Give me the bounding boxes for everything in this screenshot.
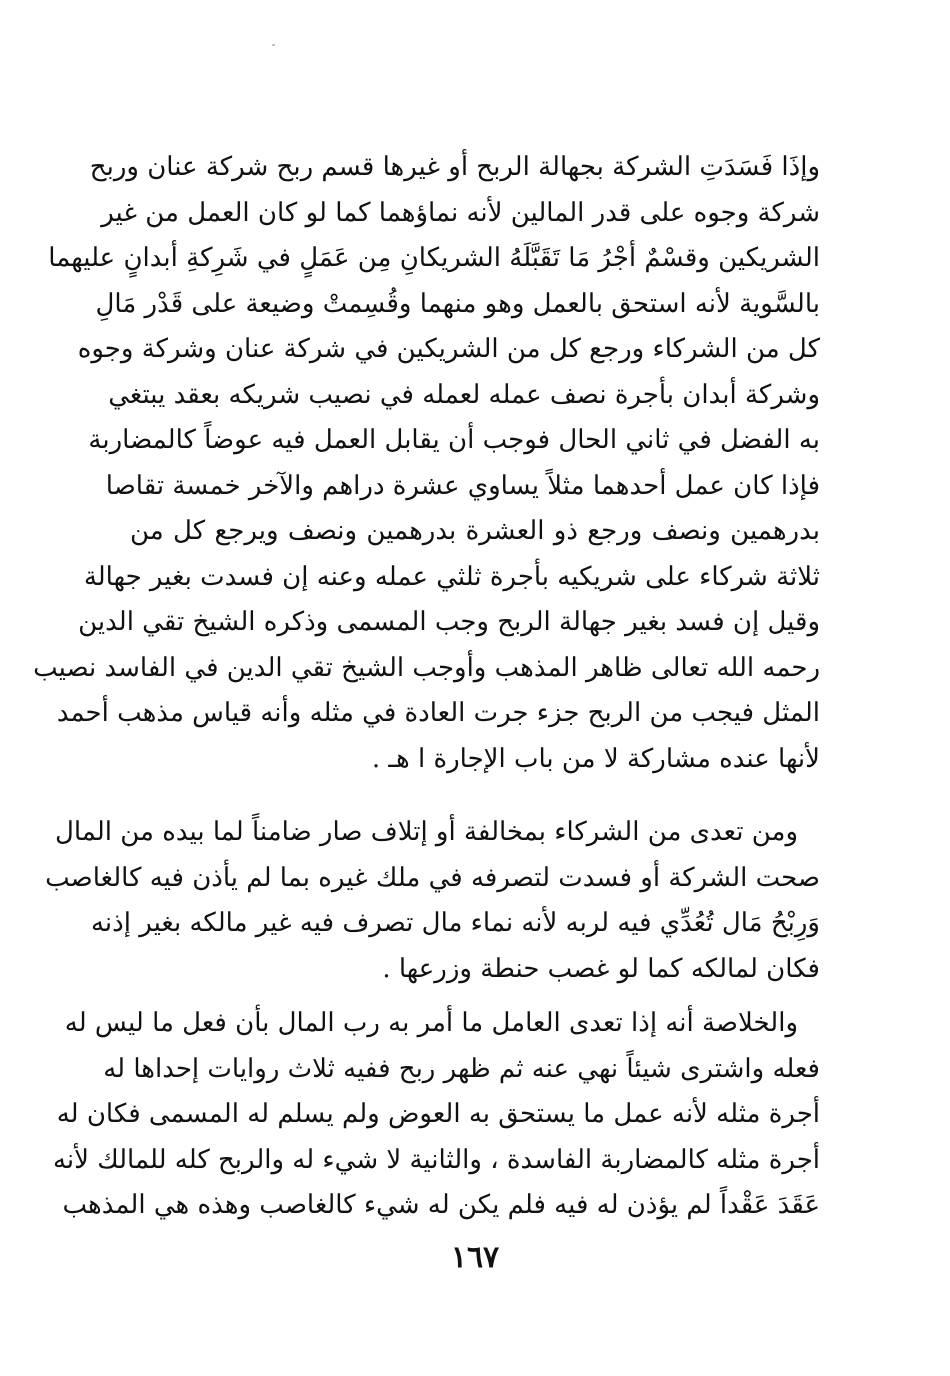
text-line: صحت الشركة أو فسدت لتصرفه في ملك غيره بما لم يأذن فيه كالغاصب xyxy=(45,862,820,893)
text-line: رحمه الله تعالى ظاهر المذهب وأوجب الشيخ تقي الدين في الفاسد نصيب xyxy=(33,652,820,683)
text-line: وقيل إن فسد بغير جهالة الربح وجب المسمى وذكره الشيخ تقي الدين xyxy=(78,607,820,637)
text-line: فإذا كان عمل أحدهما مثلاً يساوي عشرة دراهم والآخر خمسة تقاصا xyxy=(105,470,820,501)
text-line: ثلاثة شركاء على شريكيه بأجرة ثلثي عمله وعنه إن فسدت بغير جهالة xyxy=(83,561,820,592)
text-line: المثل فيجب من الربح جزء جرت العادة في مثله وأنه قياس مذهب أحمد xyxy=(56,698,820,728)
text-line: شركة وجوه على قدر المالين لأنه نماؤهما كما لو كان العمل من غير xyxy=(101,197,820,228)
text-line: به الفضل في ثاني الحال فوجب أن يقابل العمل فيه عوضاً كالمضاربة xyxy=(88,425,820,455)
text-line: فعله واشترى شيئاً نهي عنه ثم ظهر ربح ففيه ثلاث روايات إحداها له xyxy=(103,1053,820,1084)
text-line: الشريكين وقسْمٌ أجْرُ مَا تَقَبَّلَهُ الشريكانِ مِن عَمَلٍ في شَرِكةِ أبدانٍ عليهما xyxy=(48,243,820,273)
paragraph-1 xyxy=(33,145,820,782)
text-line: ومن تعدى من الشركاء بمخالفة أو إتلاف صار ضامناً لما بيده من المال xyxy=(54,817,798,847)
text-line: عَقَدَ عَقْداً لم يؤذن له فيه فلم يكن له شيء كالغاصب وهذه هي المذهب xyxy=(62,1190,820,1220)
text-line: فكان لمالكه كما لو غصب حنطة وزرعها . xyxy=(382,953,820,984)
text-line: بدرهمين ونصف ورجع ذو العشرة بدرهمين ونصف ويرجع كل من xyxy=(130,516,820,546)
text-line: والخلاصة أنه إذا تعدى العامل ما أمر به رب المال بأن فعل ما ليس له xyxy=(64,1008,798,1038)
text-line: أجرة مثله لأنه عمل ما يستحق به العوض ولم يسلم له المسمى فكان له xyxy=(56,1099,820,1129)
text-line: وشركة أبدان بأجرة نصف عمله لعمله في نصيب شريكه بعقد يبتغي xyxy=(108,379,820,410)
page-number: ١٦٧ xyxy=(450,1240,500,1275)
text-line: كل من الشركاء ورجع كل من الشريكين في شركة عنان وشركة وجوه xyxy=(77,334,820,364)
text-line: لأنها عنده مشاركة لا من باب الإجارة ا هـ . xyxy=(371,743,820,774)
text-line: وإذَا فَسَدَتِ الشركة بجهالة الربح أو غيرها قسم ربح شركة عنان وربح xyxy=(89,152,820,182)
text-line: بالسَّوية لأنه استحق بالعمل وهو منهما وقُسِمتْ وضيعة على قَدْر مَالِ xyxy=(95,288,820,319)
scan-speck xyxy=(272,44,275,46)
paragraph-3 xyxy=(52,1001,820,1229)
paragraph-2 xyxy=(45,810,820,992)
text-line: وَرِبْحُ مَال تُعُدِّي فيه لربه لأنه نماء مال تصرف فيه غير مالكه بغير إذنه xyxy=(90,908,820,938)
text-line: أجرة مثله كالمضاربة الفاسدة ، والثانية لا شيء له والربح كله للمالك لأنه xyxy=(52,1144,820,1175)
